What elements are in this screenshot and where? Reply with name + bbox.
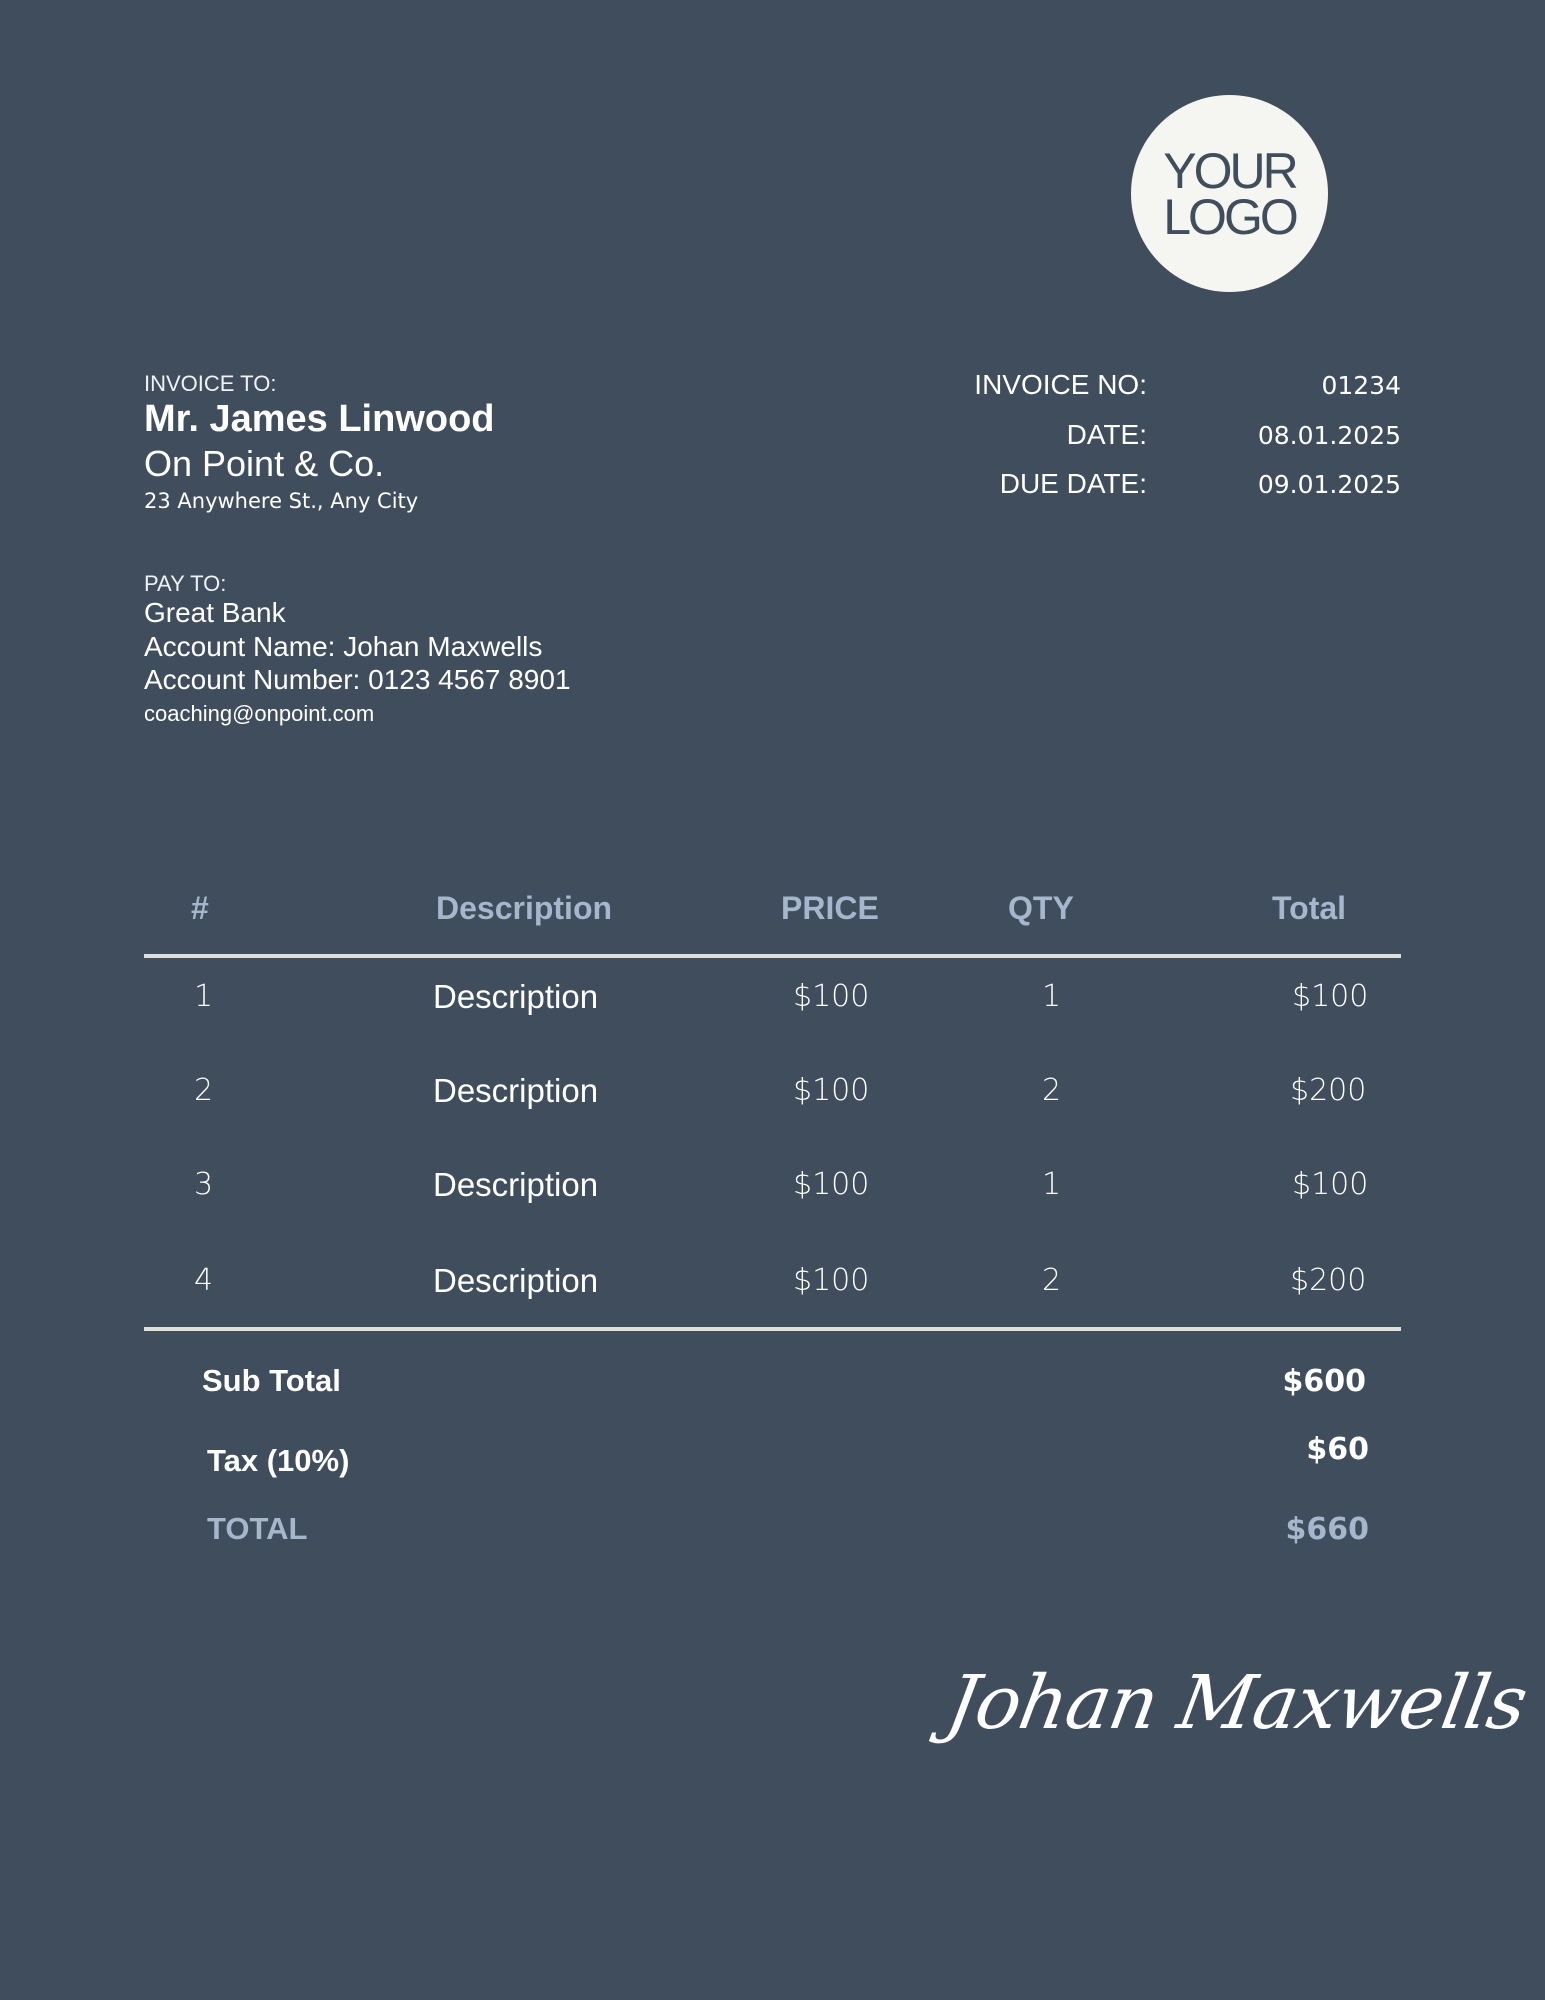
grand-total-value: $660 xyxy=(1285,1512,1369,1547)
row-description: Description xyxy=(433,1166,599,1203)
table-footer-divider xyxy=(144,1327,1401,1331)
logo xyxy=(1131,95,1328,292)
column-header-number: # xyxy=(191,890,209,926)
grand-total-label: TOTAL xyxy=(207,1511,308,1546)
date-label: DATE: xyxy=(1066,419,1147,450)
row-price: $100 xyxy=(793,1263,870,1298)
row-number: 4 xyxy=(194,1263,214,1298)
account-name: Account Name: Johan Maxwells xyxy=(144,631,543,662)
table-header-divider xyxy=(144,954,1401,958)
subtotal-value: $600 xyxy=(1282,1364,1366,1399)
signature: Johan Maxwells xyxy=(940,1660,1533,1746)
row-qty: 1 xyxy=(1042,1167,1062,1202)
client-address: 23 Anywhere St., Any City xyxy=(144,489,419,513)
pay-to-label: PAY TO: xyxy=(144,571,227,596)
row-description: Description xyxy=(433,1072,599,1109)
column-header-price: PRICE xyxy=(781,890,879,926)
pay-to-email: coaching@onpoint.com xyxy=(144,701,375,726)
row-number: 3 xyxy=(194,1167,214,1202)
row-total: $200 xyxy=(1290,1073,1367,1108)
subtotal-label: Sub Total xyxy=(202,1363,341,1398)
account-number: Account Number: 0123 4567 8901 xyxy=(144,664,571,695)
row-number: 1 xyxy=(194,979,214,1014)
tax-label: Tax (10%) xyxy=(207,1443,350,1478)
invoice-number: 01234 xyxy=(1321,371,1401,400)
column-header-total: Total xyxy=(1272,890,1347,926)
tax-value: $60 xyxy=(1306,1432,1369,1467)
client-name: Mr. James Linwood xyxy=(144,398,495,440)
row-price: $100 xyxy=(793,1167,870,1202)
column-header-description: Description xyxy=(436,890,613,926)
row-total: $200 xyxy=(1290,1263,1367,1298)
row-qty: 2 xyxy=(1042,1073,1062,1108)
row-qty: 1 xyxy=(1042,979,1062,1014)
invoice-date: 08.01.2025 xyxy=(1257,421,1401,450)
row-number: 2 xyxy=(194,1073,214,1108)
row-total: $100 xyxy=(1292,1167,1369,1202)
logo-line-2: LOGO xyxy=(1163,188,1296,245)
row-price: $100 xyxy=(793,1073,870,1108)
row-description: Description xyxy=(433,1262,599,1299)
row-description: Description xyxy=(433,978,599,1015)
invoice-number-label: INVOICE NO: xyxy=(974,369,1147,400)
client-company: On Point & Co. xyxy=(144,443,385,484)
row-price: $100 xyxy=(793,979,870,1014)
bank-name: Great Bank xyxy=(144,597,286,628)
logo-line-1: YOUR xyxy=(1163,142,1296,199)
row-total: $100 xyxy=(1292,979,1369,1014)
due-date-label: DUE DATE: xyxy=(999,468,1147,499)
invoice-to-label: INVOICE TO: xyxy=(144,371,277,396)
due-date: 09.01.2025 xyxy=(1257,470,1401,499)
column-header-qty: QTY xyxy=(1008,890,1074,926)
row-qty: 2 xyxy=(1042,1263,1062,1298)
